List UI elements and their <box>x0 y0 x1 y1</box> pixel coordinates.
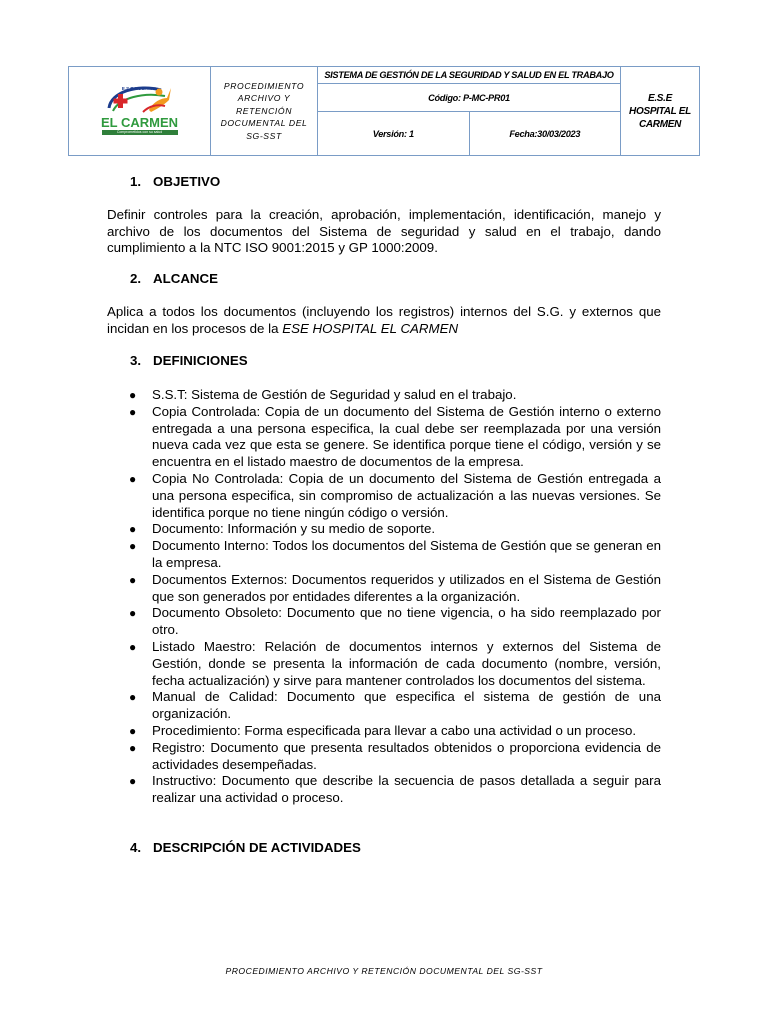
bullet-icon: ● <box>129 690 137 705</box>
bullet-icon: ● <box>129 639 137 654</box>
bullet-icon: ● <box>129 404 137 419</box>
definition-item: ● S.S.T: Sistema de Gestión de Seguridad y salud en el trabajo. <box>129 387 517 402</box>
section-title-objetivo <box>130 174 220 189</box>
bullet-icon: ● <box>129 572 137 587</box>
entity-line: CARMEN <box>638 118 682 130</box>
bullet-icon: ● <box>129 740 137 755</box>
definition-item: ● Procedimiento: Forma especificada para llevar a cabo una actividad o un proceso. <box>129 722 637 738</box>
entity-line: HOSPITAL EL <box>629 105 691 117</box>
bullet-icon: ● <box>129 723 137 738</box>
section-title-text: DESCRIPCIÓN DE ACTIVIDADES <box>153 840 361 855</box>
procedure-line: DOCUMENTAL DEL <box>220 118 308 129</box>
page-footer: PROCEDIMIENTO ARCHIVO Y RETENCIÓN DOCUMENTAL DEL SG-SST <box>225 966 543 976</box>
section-number: 1. <box>130 174 142 189</box>
entity-line: E.S.E <box>647 92 673 104</box>
logo-tagline: Comprometidos con su salud <box>102 130 178 135</box>
definition-item: ● Documento: Información y su medio de soporte. <box>129 521 436 537</box>
section-number: 4. <box>130 840 142 855</box>
procedure-name-cell <box>211 67 318 156</box>
entity-name-cell <box>621 67 700 156</box>
section-title-text: DEFINICIONES <box>153 353 248 368</box>
logo-name: EL CARMEN <box>100 115 179 130</box>
procedure-line: SG-SST <box>246 130 282 141</box>
definition-item: ● Documento Interno: Todos los documentos del Sistema de Gestión que se generan en la empresa. <box>129 538 661 570</box>
procedure-line: RETENCIÓN <box>235 105 292 116</box>
objetivo-paragraph: Definir controles para la creación, aprobación, implementación, identificación, manejo y archivo de los documentos del Sistema de seguridad y salud en el trabajo, dando cumplimiento a la NTC ISO 9001:2015 y GP 1000:2009. <box>107 207 661 256</box>
alcance-paragraph <box>107 304 661 337</box>
section-number: 2. <box>130 271 142 286</box>
bullet-icon: ● <box>129 388 137 402</box>
document-header <box>68 66 700 156</box>
document-date: Fecha:30/03/2023 <box>469 112 621 156</box>
document-code: Código: P-MC-PR01 <box>318 84 621 112</box>
logo-small-text: E.S.E HOSPITAL <box>121 86 158 91</box>
hospital-logo <box>99 80 181 142</box>
definition-item: ● Instructivo: Documento que describe la secuencia de pasos detallada a seguir para realizar una actividad o proceso. <box>129 773 661 806</box>
definition-item: ● Documento Obsoleto: Documento que no tiene vigencia, o ha sido reemplazado por otro. <box>129 605 661 638</box>
logo-cell <box>69 67 211 156</box>
bullet-icon: ● <box>129 471 137 486</box>
section-title-alcance <box>130 271 218 286</box>
section-title-definiciones <box>130 353 248 368</box>
system-title: SISTEMA DE GESTIÓN DE LA SEGURIDAD Y SALUD EN EL TRABAJO <box>318 67 621 84</box>
section-title-text: ALCANCE <box>153 271 219 286</box>
alcance-text: Aplica a todos los documentos (incluyendo los registros) internos del S.G. y externos que incidan en los procesos de la <box>107 304 661 336</box>
definition-item: ● Registro: Documento que presenta resultados obtenidos o proporciona evidencia de actividades desempeñadas. <box>129 739 661 772</box>
definition-item: ● Documentos Externos: Documentos requeridos y utilizados en el Sistema de Gestión que son generados por entidades diferentes a la organización. <box>129 571 661 604</box>
section-number: 3. <box>130 353 142 368</box>
bullet-icon: ● <box>129 522 137 537</box>
procedure-line: ARCHIVO Y <box>237 93 291 104</box>
definitions-list <box>129 387 661 807</box>
alcance-entity: ESE HOSPITAL EL CARMEN <box>282 320 459 336</box>
document-version: Versión: 1 <box>318 112 470 156</box>
bullet-icon: ● <box>129 606 137 621</box>
definition-item: ● Listado Maestro: Relación de documentos internos y externos del Sistema de Gestión, donde se presenta la información de cada documento (nombre, versión, fecha actualización) y sirve para mantener controlados los documentos del sistema. <box>129 638 661 688</box>
section-title-descripcion <box>130 840 361 855</box>
section-title-text: OBJETIVO <box>153 174 221 189</box>
definition-item: ● Manual de Calidad: Documento que especifica el sistema de gestión de una organización. <box>129 689 661 722</box>
bullet-icon: ● <box>129 539 137 554</box>
procedure-line: PROCEDIMIENTO <box>223 80 305 91</box>
definition-item: ● Copia No Controlada: Copia de un documento del Sistema de Gestión entregada a una persona especifica, sin compromiso de actualización a las nuevas versiones. Se identifica porque no tiene ningún código o versión. <box>129 470 661 520</box>
definition-item: ● Copia Controlada: Copia de un documento del Sistema de Gestión interno o externo entregada a una persona especifica, la cual debe ser reemplazada por una versión nueva cada vez que esta se genere. Se identifica porque tiene el código, versión y se encuentra en el listado maestro de documentos de la empresa. <box>129 403 661 470</box>
bullet-icon: ● <box>129 774 137 789</box>
